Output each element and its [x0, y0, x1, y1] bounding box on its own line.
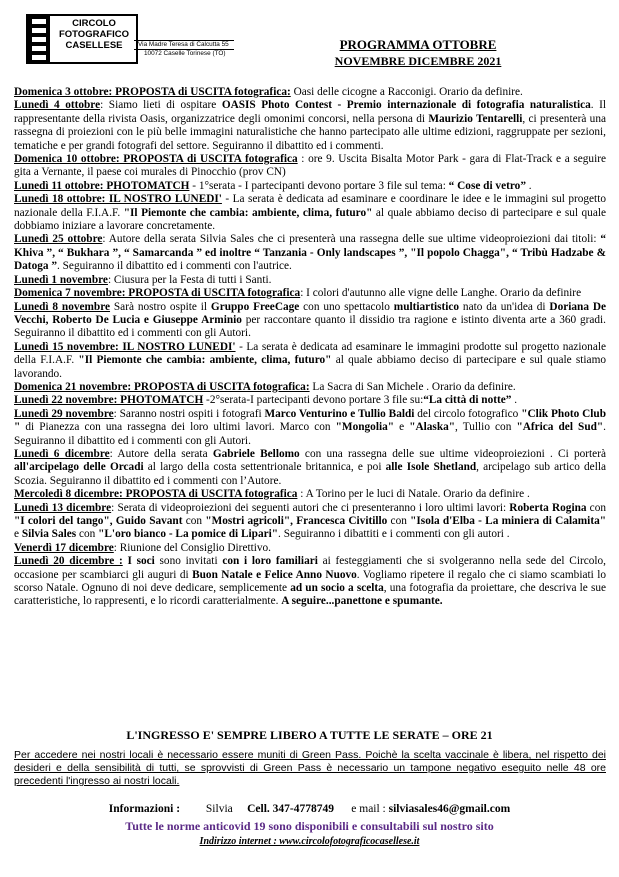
event-highlight: "Clik Photo Club " [14, 407, 606, 434]
event-text: con uno spettacolo [299, 300, 394, 313]
event-text: - La serata è dedicata ad esaminare le immagini prodotte sul progetto nazionale della F.I.A.F. [14, 340, 606, 367]
event-date: Lunedì 22 novembre: PHOTOMATCH [14, 394, 204, 407]
event-text: con [182, 515, 206, 527]
event-highlight: "Mongolia" [335, 421, 395, 434]
event-text: . [511, 394, 518, 407]
email-label: e mail : [351, 803, 386, 815]
logo-text [54, 18, 134, 51]
event-highlight: Maurizio Tentarelli [428, 112, 523, 125]
green-pass-notice: Per accedere nei nostri locali è necessario essere muniti di Green Pass. Poichè la scelta vaccinale è libera, nel rispetto dei desideri e della sensibilità di tutti, se sprovvisti di Green Pass è necessario un tampone negativo eseguito nelle 48 ore precedenti l'ingresso ai nostri locali. [14, 749, 606, 787]
event-highlight: alle Isole Shetland [385, 461, 477, 474]
event-highlight: "Africa del Sud" [516, 421, 604, 434]
event-item [14, 502, 606, 542]
event-date: Lunedì 18 ottobre: IL NOSTRO LUNEDI' [14, 193, 222, 206]
event-highlight: con i loro familiari [222, 555, 318, 568]
event-date: Lunedì 29 novembre [14, 407, 114, 420]
event-text: con [76, 528, 99, 541]
event-highlight: all'arcipelago delle Orcadi [14, 461, 144, 474]
event-text: al quale abbiamo deciso di partecipare e sul quale stiamo lavorando. [14, 354, 607, 380]
program-title [318, 37, 518, 69]
event-item [14, 448, 606, 488]
event-text: , una fotografia da proiettare, che descriva le sue caratteristiche, lo rappresenti, e lo ricordi caratterialmente. [14, 582, 607, 608]
event-item [14, 193, 606, 233]
event-highlight: "Il Piemonte che cambia: ambiente, clima, futuro" [78, 354, 332, 367]
event-text: e [394, 421, 410, 434]
event-highlight: Roberta Rogina [509, 501, 587, 514]
event-date: Lunedì 13 dicembre [14, 501, 112, 514]
event-text: nato da un'idea di [459, 300, 550, 313]
event-highlight: Gabriele Bellomo [212, 447, 300, 460]
event-date: Domenica 21 novembre: PROPOSTA di USCITA fotografica: [14, 380, 310, 393]
event-text: , Tullio con [455, 421, 517, 434]
event-text: , ci presenterà una rassegna di proiezioni con le più belle immagini naturalistiche che hanno partecipato alle ultime edizioni, raggruppate per sezioni, tematiche e per grandi fotografi del settore. Seguiranno il dibattito ed i commenti. [14, 112, 606, 152]
event-highlight: "Il Piemonte che cambia: ambiente, clima, futuro" [123, 206, 373, 219]
event-text: Oasi delle cicogne a Racconigi. Orario da definire. [290, 86, 523, 98]
events-list [14, 86, 606, 609]
event-text: - La serata è dedicata ad esaminare e coordinare le idee e le immagini sul progetto nazionale della F.I.A.F. [14, 193, 606, 219]
event-highlight: “ Cose di vetro” [448, 179, 529, 192]
event-item [14, 488, 606, 501]
event-date: Domenica 3 ottobre: PROPOSTA di USCITA fotografica: [14, 86, 291, 98]
event-date: Lunedì 25 ottobre [14, 233, 103, 246]
event-text: : Serata di videoproiezioni dei seguenti autori che ci presenteranno i loro ultimi lavori: [111, 501, 510, 514]
event-item [14, 287, 606, 300]
event-item [14, 381, 606, 394]
contact-name: Silvia [205, 803, 233, 815]
event-text: di Pianezza con una rassegna dei loro ultimi lavori. Marco con [20, 421, 336, 434]
event-text: con [586, 501, 606, 514]
contact-phone: Cell. 347-4778749 [247, 803, 335, 815]
event-text: : I colori d'autunno alle vigne delle Langhe. Orario da definire [300, 287, 582, 300]
event-text: : Saranno nostri ospiti i fotografi [113, 407, 265, 420]
event-item [14, 180, 606, 193]
event-date: Lunedì 6 dicembre [14, 447, 110, 460]
event-text: e [14, 528, 22, 541]
event-text: -2°serata-I partecipanti devono portare 3 file su: [203, 394, 424, 407]
event-text: ai festeggiamenti che si svolgeranno nella sede del Circolo, occasione per scambiarci gli auguri di [14, 555, 607, 581]
event-text: . Vogliamo ripetere il regalo che ci siamo scambiati lo scorso Natale. Ognuno di noi deve dedicare, semplicemente [14, 568, 606, 595]
event-text: per raccontare quanto il dissidio tra ragione e istinto diventa arte a 360 gradi. Seguiranno il dibattito ed i commenti con gli Autori. [14, 313, 606, 340]
event-highlight: Buon Natale e Felice Anno Nuovo [192, 568, 357, 581]
event-text: : Autore della serata Silvia Sales che ci presenterà una rassegna delle sue ultime videoproiezioni dai titoli: [102, 233, 601, 246]
event-highlight: multiartistico [393, 300, 460, 313]
event-highlight: “ Khiva ”, “ Bukhara ”, “ Samarcanda ” ed inoltre “ Tanzania - Only landscapes ”, "Il popolo Chagga", “ Tribù Hadzabe & Datoga ” [14, 233, 606, 273]
event-highlight: “La città di notte” [423, 394, 512, 407]
event-text: . [528, 179, 532, 192]
event-item [14, 341, 606, 381]
event-highlight: "L'oro bianco - La pomice di Lipari" [98, 528, 279, 541]
covid-notice: Tutte le norme anticovid 19 sono disponibili e consultabili sul nostro sito [125, 819, 494, 833]
event-date: Lunedì 8 novembre [14, 300, 111, 313]
event-highlight: Marco Venturino e Tullio Baldi [264, 407, 415, 420]
event-text: sono invitati [154, 555, 223, 568]
event-highlight: I soci [127, 555, 155, 568]
event-highlight: Gruppo FreeCage [210, 300, 300, 313]
event-text: . Seguiranno il dibattito ed i commenti con l'autrice. [57, 260, 292, 273]
event-text: . Il rappresentante della rivista Oasis, organizzatrice degli omonimi concorsi, nella persona di [14, 99, 606, 125]
event-text: con una rassegna delle sue ultime videoproiezioni . Ci porterà [299, 447, 606, 460]
event-text: : Riunione del Consiglio Direttivo. [113, 541, 271, 554]
contact-info [0, 803, 619, 815]
event-text: : Ciusura per la Festa di tutti i Santi. [107, 273, 272, 286]
event-highlight: Doriana De Vecchi, Roberto De Lucia e Giuseppe Arminio [14, 300, 606, 326]
event-date: Lunedì 1 novembre [14, 273, 108, 286]
event-highlight: "Alaska" [409, 421, 456, 434]
film-strip-icon [28, 16, 50, 62]
event-date: Lunedì 4 ottobre [14, 99, 101, 112]
event-date: Venerdì 17 dicembre [14, 541, 114, 554]
website-link[interactable]: Indirizzo internet : www.circolofotograficocasellese.it [199, 836, 420, 847]
event-date: Lunedì 15 novembre: IL NOSTRO LUNEDI' [14, 340, 236, 353]
logo-line: CIRCOLO [72, 18, 116, 29]
event-item [14, 542, 606, 555]
event-text: al largo della costa settentrionale britannica, e poi [143, 461, 386, 474]
event-date: Lunedì 11 ottobre: PHOTOMATCH [14, 179, 190, 192]
address-city: 10072 Caselle Torinese (TO) [144, 50, 226, 57]
event-text: del circolo fotografico [414, 407, 522, 420]
event-text: - 1°serata - I partecipanti devono portare 3 file sul tema: [189, 179, 449, 192]
program-title-line1: PROGRAMMA OTTOBRE [339, 37, 497, 52]
event-highlight: A seguire...panettone e spumante. [281, 595, 443, 608]
free-entry-notice: L'INGRESSO E' SEMPRE LIBERO A TUTTE LE SERATE – ORE 21 [126, 728, 493, 742]
event-text: : Autore della serata [109, 447, 213, 460]
logo-line: FOTOGRAFICO [58, 29, 130, 40]
event-text: . Seguiranno il dibattito ed i commenti con gli Autori. [14, 421, 606, 447]
event-date: Domenica 10 ottobre: PROPOSTA di USCITA fotografica [14, 153, 298, 166]
event-highlight: OASIS Photo Contest - Premio internazionale di fotografia naturalistica [221, 99, 591, 112]
event-highlight: ad un socio a scelta [290, 582, 384, 595]
event-item [14, 274, 606, 287]
event-item [14, 153, 606, 180]
event-text: : ore 9. Uscita Bisalta Motor Park - gara di Flat-Track e a seguire gita a Vernante, il paese coi murales di Pinocchio (prov CN) [14, 153, 606, 179]
event-text: : Siamo lieti di ospitare [100, 99, 222, 112]
event-item [14, 86, 606, 99]
event-item [14, 555, 606, 609]
club-logo [26, 14, 138, 64]
event-text: con [387, 515, 411, 527]
event-highlight: Silvia Sales [21, 528, 77, 541]
event-highlight: "I colori del tango", Guido Savant [14, 515, 183, 527]
program-title-line2: NOVEMBRE DICEMBRE 2021 [334, 54, 502, 68]
event-text: La Sacra di San Michele . Orario da definire. [309, 380, 516, 393]
contact-email[interactable]: silviasales46@gmail.com [388, 803, 511, 815]
event-text: . Seguiranno i dibattiti e i commenti con gli autori . [278, 528, 510, 541]
event-item [14, 408, 606, 448]
event-item [14, 394, 606, 407]
event-highlight: "Mostri agricoli", Francesca Civitillo [205, 515, 388, 527]
event-highlight: "Isola d'Elba - La miniera di Calamita" [410, 515, 607, 527]
event-text: Sarà nostro ospite il [110, 300, 211, 313]
event-text: : A Torino per le luci di Natale. Orario da definire . [297, 488, 530, 501]
event-text: al quale abbiamo deciso di partecipare e sul quale dobbiamo iniziare a lavorare concretamente. [14, 206, 606, 233]
club-address [134, 40, 234, 58]
event-item [14, 233, 606, 273]
info-label: Informazioni : [108, 803, 181, 815]
event-date: Lunedì 20 dicembre : [14, 555, 123, 568]
event-date: Domenica 7 novembre: PROPOSTA di USCITA fotografica [14, 287, 301, 300]
event-text: , arcipelago sub artico della Scozia. Seguiranno il dibattito ed i commenti con l’Autore. [14, 461, 606, 487]
event-item [14, 99, 606, 153]
event-item [14, 301, 606, 341]
address-street: Via Madre Teresa di Calcutta 55 [134, 40, 234, 50]
event-date: Mercoledì 8 dicembre: PROPOSTA di USCITA fotografica [14, 488, 298, 501]
logo-line: CASELLESE [65, 40, 123, 51]
